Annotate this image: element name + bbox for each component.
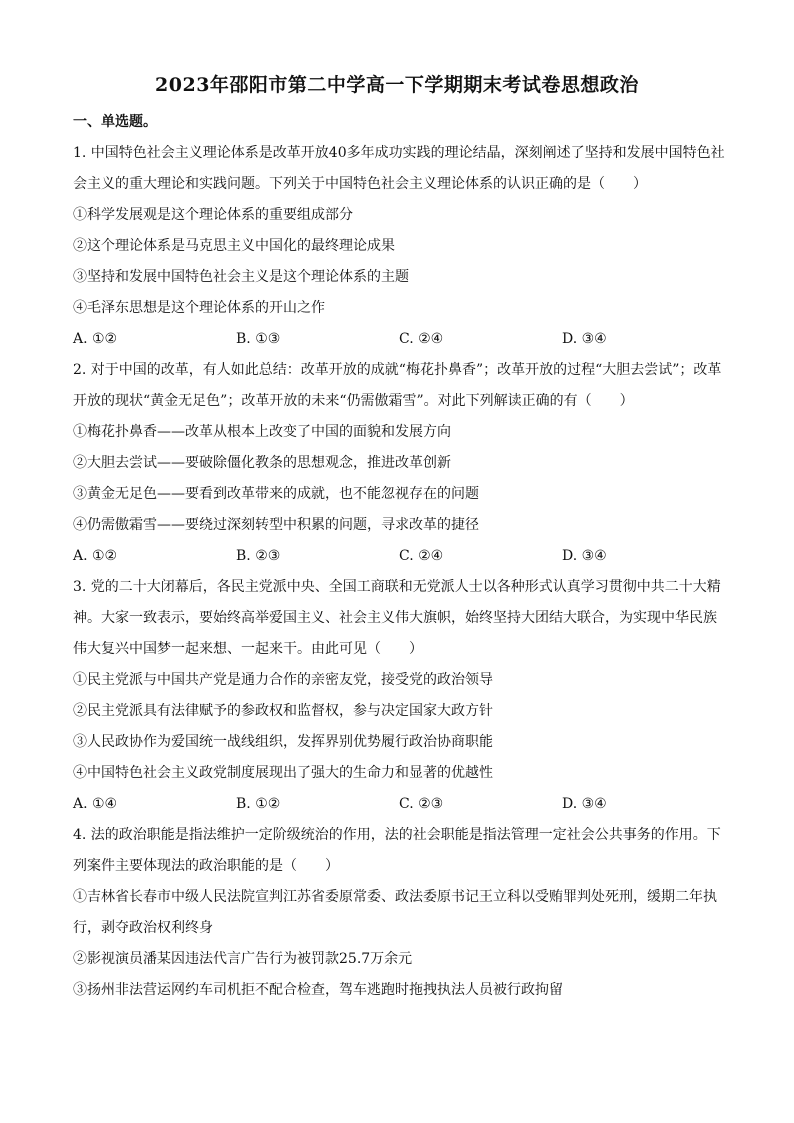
choice-a: A. ①② bbox=[73, 331, 118, 347]
option-3: ③人民政协作为爱国统一战线组织，发挥界别优势履行政治协商职能 bbox=[73, 734, 493, 750]
question-1 bbox=[73, 138, 725, 355]
option-1: ①梅花扑鼻香——改革从根本上改变了中国的面貌和发展方向 bbox=[73, 424, 451, 440]
exam-content bbox=[73, 107, 725, 1006]
option-1: ①民主党派与中国共产党是通力合作的亲密友党，接受党的政治领导 bbox=[73, 672, 493, 688]
choice-d: D. ③④ bbox=[562, 796, 607, 812]
choice-b: B. ①② bbox=[236, 796, 281, 812]
answer-choices bbox=[73, 324, 725, 355]
option-3: ③黄金无足色——要看到改革带来的成就，也不能忽视存在的问题 bbox=[73, 486, 479, 502]
question-stem: 4. 法的政治职能是指法维护一定阶级统治的作用，法的社会职能是指法管理一定社会公共事务的作用。下列案件主要体现法的政治职能的是（ ） bbox=[73, 827, 721, 874]
option-1: ①科学发展观是这个理论体系的重要组成部分 bbox=[73, 207, 353, 223]
choice-c: C. ②④ bbox=[399, 548, 444, 564]
question-stem: 3. 党的二十大闭幕后，各民主党派中央、全国工商联和无党派人士以各种形式认真学习贯彻中共二十大精神。大家一致表示，要始终高举爱国主义、社会主义伟大旗帜，始终坚持大团结大联合，为实现中华民族伟大复兴中国梦一起来想、一起来干。由此可见（ ） bbox=[73, 579, 721, 657]
option-1: ①吉林省长春市中级人民法院宣判江苏省委原常委、政法委原书记王立科以受贿罪判处死刑，缓期二年执行，剥夺政治权利终身 bbox=[73, 889, 717, 936]
option-2: ②影视演员潘某因违法代言广告行为被罚款25.7万余元 bbox=[73, 951, 413, 967]
section-heading: 一、单选题。 bbox=[73, 114, 157, 130]
question-stem: 2. 对于中国的改革，有人如此总结：改革开放的成就“梅花扑鼻香”；改革开放的过程“大胆去尝试”；改革开放的现状“黄金无足色”；改革开放的未来“仍需傲霜雪”。对此下列解读正确的有（ ） bbox=[73, 362, 722, 409]
answer-choices bbox=[73, 541, 725, 572]
option-4: ④仍需傲霜雪——要绕过深刻转型中积累的问题，寻求改革的捷径 bbox=[73, 517, 479, 533]
option-4: ④中国特色社会主义政党制度展现出了强大的生命力和显著的优越性 bbox=[73, 765, 493, 781]
option-3: ③扬州非法营运网约车司机拒不配合检查，驾车逃跑时拖拽执法人员被行政拘留 bbox=[73, 982, 563, 998]
choice-d: D. ③④ bbox=[562, 331, 607, 347]
choice-b: B. ①③ bbox=[236, 331, 281, 347]
choice-c: C. ②③ bbox=[399, 796, 444, 812]
option-2: ②民主党派具有法律赋予的参政权和监督权，参与决定国家大政方针 bbox=[73, 703, 493, 719]
choice-b: B. ②③ bbox=[236, 548, 281, 564]
question-stem: 1. 中国特色社会主义理论体系是改革开放40多年成功实践的理论结晶，深刻阐述了坚持和发展中国特色社会主义的重大理论和实践问题。下列关于中国特色社会主义理论体系的认识正确的是（ ） bbox=[73, 145, 725, 192]
choice-a: A. ①② bbox=[73, 548, 118, 564]
option-2: ②这个理论体系是马克思主义中国化的最终理论成果 bbox=[73, 238, 395, 254]
option-4: ④毛泽东思想是这个理论体系的开山之作 bbox=[73, 300, 325, 316]
question-3 bbox=[73, 572, 725, 820]
question-4 bbox=[73, 820, 725, 1006]
choice-a: A. ①④ bbox=[73, 796, 118, 812]
page-title: 2023年邵阳市第二中学高一下学期期末考试卷思想政治 bbox=[155, 74, 639, 96]
question-2 bbox=[73, 355, 725, 572]
option-3: ③坚持和发展中国特色社会主义是这个理论体系的主题 bbox=[73, 269, 409, 285]
choice-d: D. ③④ bbox=[562, 548, 607, 564]
answer-choices bbox=[73, 789, 725, 820]
option-2: ②大胆去尝试——要破除僵化教条的思想观念，推进改革创新 bbox=[73, 455, 451, 471]
choice-c: C. ②④ bbox=[399, 331, 444, 347]
